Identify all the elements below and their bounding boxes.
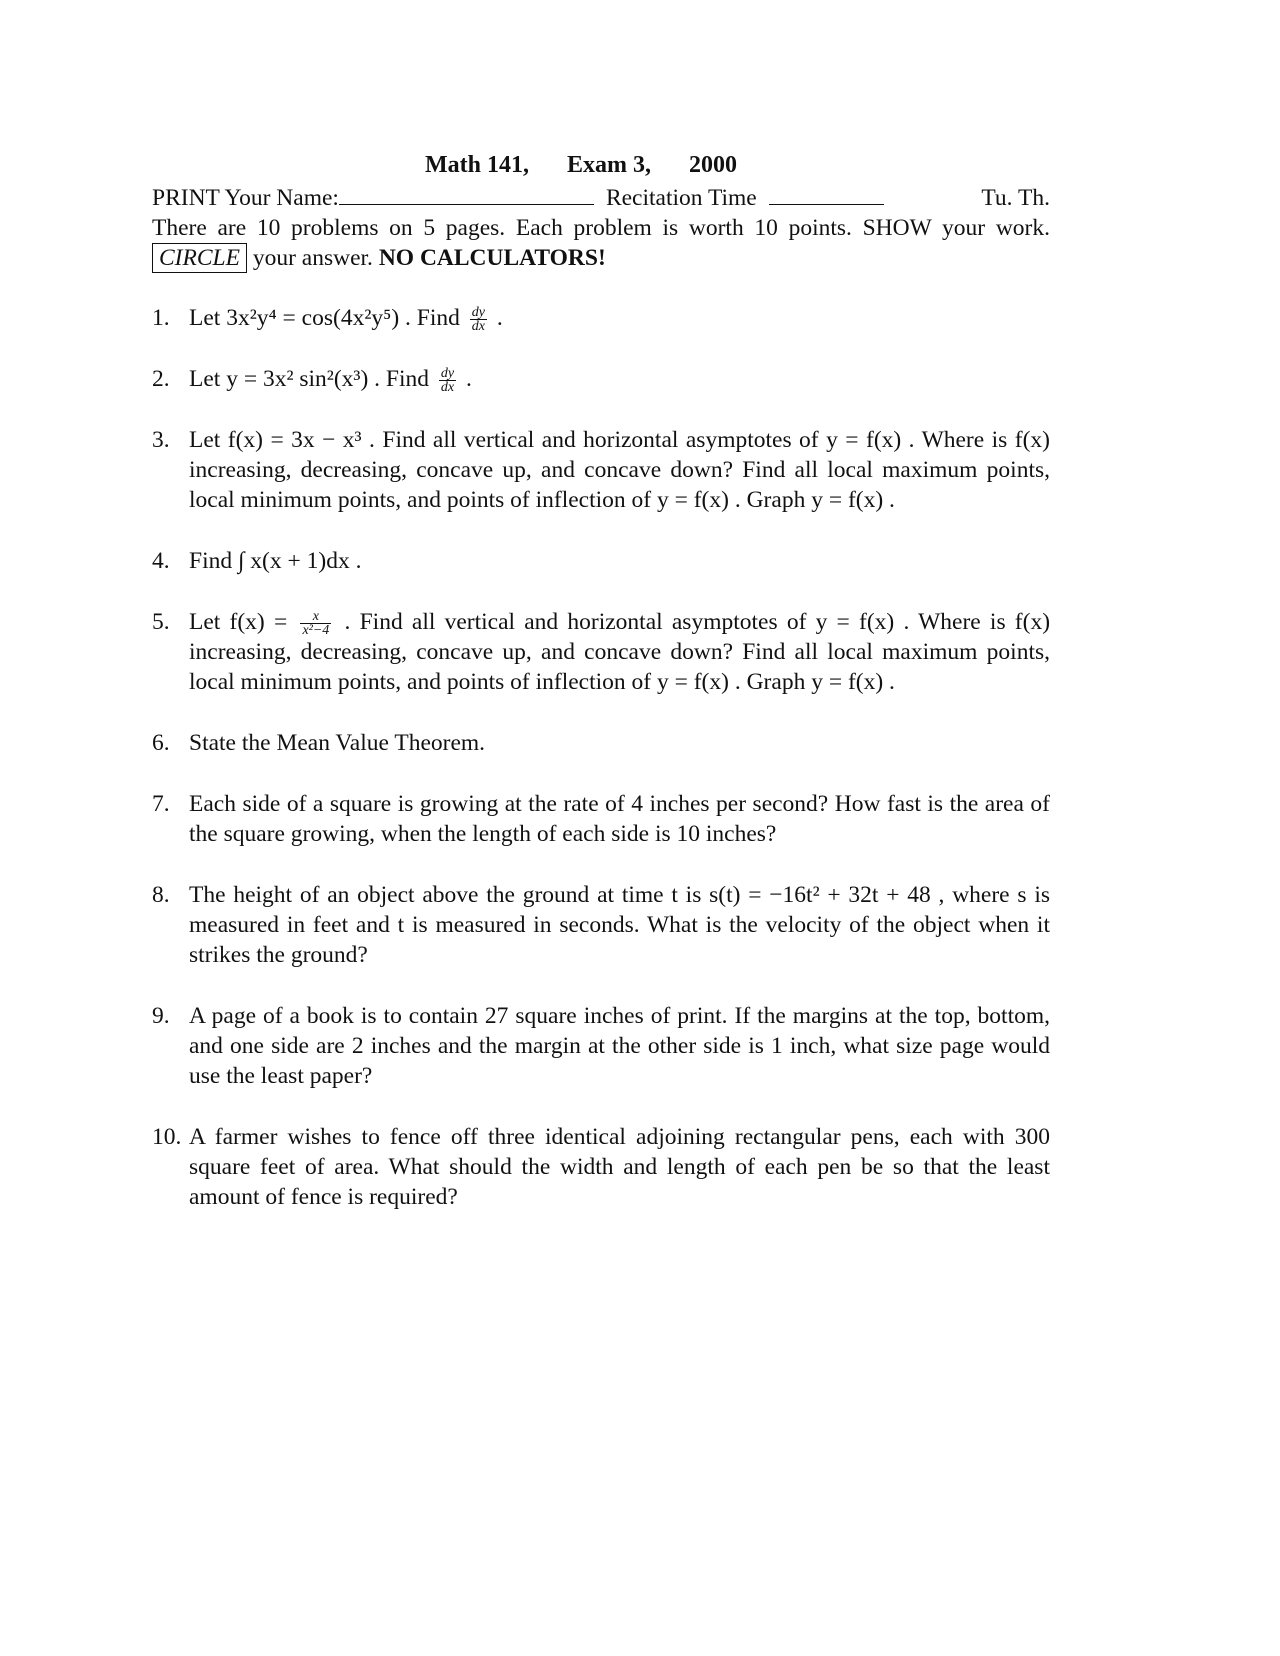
problem-3 bbox=[152, 425, 1050, 515]
problem-text: Let y = 3x² sin²(x³) . Find bbox=[189, 366, 430, 393]
recitation-blank[interactable] bbox=[769, 182, 884, 205]
problem-number: 4. bbox=[152, 548, 170, 575]
problem-text: Each side of a square is growing at the rate of 4 inches per second? How fast is the area of the square growing, when the length of each side is 10 inches? bbox=[189, 791, 1050, 848]
problem-text: Find ∫ x(x + 1)dx . bbox=[189, 548, 362, 575]
function-fraction bbox=[300, 610, 331, 637]
problem-7 bbox=[152, 789, 1050, 849]
problem-9 bbox=[152, 1001, 1050, 1091]
exam-page bbox=[152, 150, 1050, 1243]
problem-number: 8. bbox=[152, 882, 170, 909]
frac-bottom: x²−4 bbox=[302, 623, 330, 639]
problem-number: 5. bbox=[152, 609, 170, 636]
name-row bbox=[152, 182, 1050, 213]
frac-bottom: dx bbox=[440, 380, 455, 396]
recitation-label: Recitation Time bbox=[605, 185, 757, 211]
problem-text: A farmer wishes to fence off three identical adjoining rectangular pens, each with 300 square feet of area. What should the width and length of each pen be so that the least amount of fence is required? bbox=[189, 1124, 1050, 1211]
problem-10 bbox=[152, 1122, 1050, 1212]
problem-2 bbox=[152, 364, 1050, 394]
exam-title bbox=[152, 150, 1050, 180]
problem-number: 6. bbox=[152, 730, 170, 757]
no-calculators: NO CALCULATORS! bbox=[378, 245, 606, 271]
problem-text: Let 3x²y⁴ = cos(4x²y⁵) . Find bbox=[189, 305, 460, 331]
frac-top: x bbox=[300, 610, 331, 624]
frac-bottom: dx bbox=[471, 319, 485, 335]
derivative-fraction bbox=[439, 367, 456, 394]
problem-text: . Find all vertical and horizontal asymptotes of y = f(x) . Where is f(x) increasing, decreasing, concave up, and concave down? Find all local maximum points, local minimum points, and points of inflection of y = f(x) . Graph y = f(x) . bbox=[189, 609, 1051, 696]
problem-5 bbox=[152, 607, 1050, 697]
name-blank[interactable] bbox=[339, 182, 594, 205]
problem-text: A page of a book is to contain 27 square inches of print. If the margins at the top, bottom, and one side are 2 inches and the margin at the other side is 1 inch, what size page would use the least paper? bbox=[189, 1003, 1050, 1090]
problem-number: 1. bbox=[152, 305, 170, 331]
problem-tail: . bbox=[496, 305, 503, 331]
problem-text-pre: Let f(x) = bbox=[189, 609, 288, 636]
frac-top: dy bbox=[471, 305, 485, 321]
course-title: Math 141, bbox=[425, 152, 529, 178]
problem-text: State the Mean Value Theorem. bbox=[189, 730, 486, 757]
derivative-fraction bbox=[470, 306, 487, 333]
exam-number: Exam 3, bbox=[567, 152, 651, 178]
instructions-after: your answer. bbox=[252, 245, 373, 271]
instructions bbox=[152, 213, 1050, 273]
problem-number: 7. bbox=[152, 791, 170, 818]
problem-number: 9. bbox=[152, 1003, 170, 1030]
frac-top: dy bbox=[440, 366, 455, 382]
problem-number: 2. bbox=[152, 366, 170, 393]
instructions-text: There are 10 problems on 5 pages. Each problem is worth 10 points. SHOW your work. bbox=[152, 215, 1050, 241]
problem-number: 10. bbox=[152, 1124, 182, 1151]
exam-year: 2000 bbox=[689, 152, 737, 178]
problem-4 bbox=[152, 546, 1050, 576]
problem-8 bbox=[152, 880, 1050, 970]
problem-text: The height of an object above the ground at time t is s(t) = −16t² + 32t + 48 , where s is measured in feet and t is measured in seconds. What is the velocity of the object when it strikes the ground? bbox=[189, 882, 1050, 969]
problem-6 bbox=[152, 728, 1050, 758]
name-label: PRINT Your Name: bbox=[152, 185, 339, 211]
problem-1 bbox=[152, 303, 1050, 333]
problem-list bbox=[152, 303, 1050, 1212]
circle-box: CIRCLE bbox=[152, 243, 247, 273]
problem-number: 3. bbox=[152, 427, 170, 454]
problem-text: Let f(x) = 3x − x³ . Find all vertical and horizontal asymptotes of y = f(x) . Where is f(x) increasing, decreasing, concave up, and concave down? Find all local maximum points, local minimum points, and points of inflection of y = f(x) . Graph y = f(x) . bbox=[189, 427, 1050, 514]
days-label: Tu. Th. bbox=[981, 185, 1050, 211]
problem-tail: . bbox=[465, 366, 472, 393]
